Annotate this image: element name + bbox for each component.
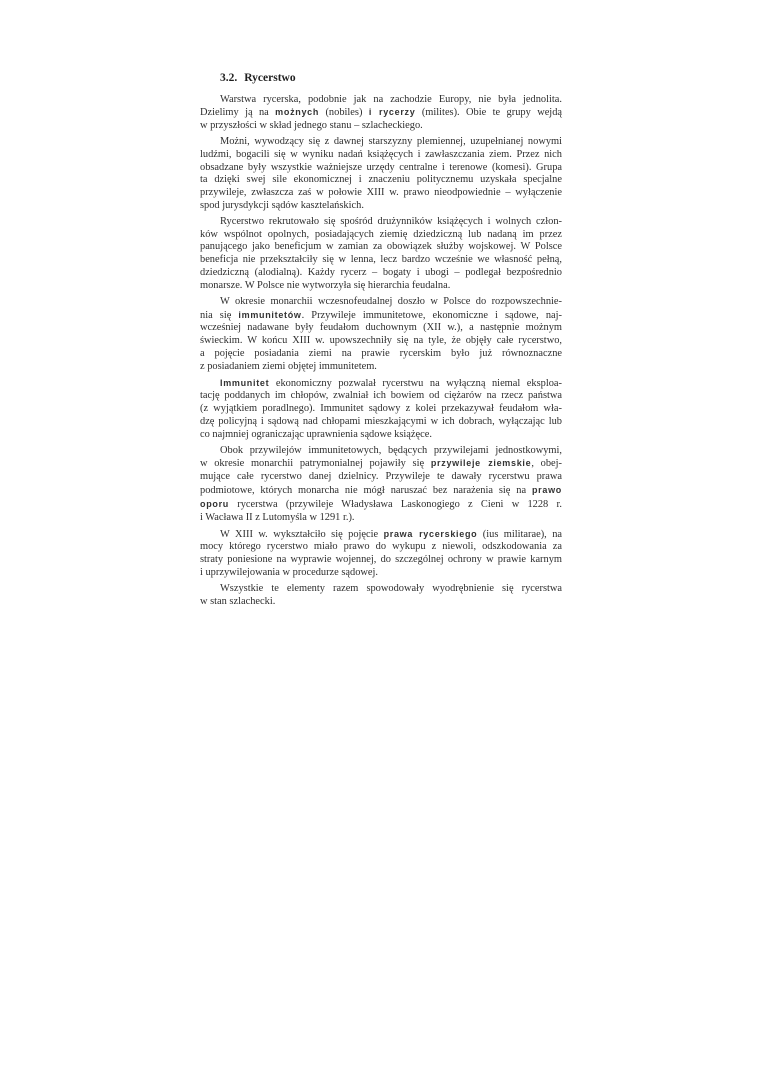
text-line: obsadzane były wszystkie ważniejsze urzędy centralne i terenowe (komesi). Grupa bbox=[200, 161, 562, 173]
text-line: z posiadaniem ziemi objętej immunitetem. bbox=[200, 361, 377, 373]
text-line: dziedziczną (alodialną). Każdy rycerz – bogaty i ubogi – podlegał bezpośrednio bbox=[200, 267, 562, 279]
text-line: w stan szlachecki. bbox=[200, 595, 276, 607]
text-line: panującego jako beneficjum w zamian za obowiązek służby wojskowej. W Polsce bbox=[200, 241, 562, 253]
text-segment: podmiotowe, których monarcha nie mógł naruszać bez narażenia się na bbox=[200, 485, 532, 497]
key-term: i rycerzy bbox=[368, 107, 416, 118]
text-line: Warstwa rycerska, podobnie jak na zachodzie Europy, nie była jednolita. bbox=[220, 93, 562, 105]
key-term: oporu bbox=[200, 499, 229, 510]
text-line bbox=[200, 457, 562, 471]
text-line: i Wacława II z Lutomyśla w 1291 r.). bbox=[200, 512, 355, 524]
paragraph bbox=[200, 216, 562, 293]
text-line: mujące całe rycerstwo danej dzielnicy. Przywileje te dawały rycerstwu prawa bbox=[200, 471, 562, 483]
text-line: wcześniej nadawane były feudałom duchownym (XII w.), a następnie możnym bbox=[200, 322, 562, 334]
text-line: spod jurysdykcji sądów kasztelańskich. bbox=[200, 200, 364, 212]
text-segment: . Przywileje immunitetowe, ekonomiczne i sądowe, naj- bbox=[301, 309, 563, 321]
text-line bbox=[200, 309, 562, 323]
paragraph bbox=[200, 296, 562, 374]
text-line bbox=[200, 484, 562, 498]
text-line bbox=[200, 528, 562, 542]
text-line: dzę policyjną i sądową nad chłopami mieszkającymi w ich dobrach, wyłączając lub bbox=[200, 416, 562, 428]
key-term: immunitetów bbox=[238, 309, 302, 320]
text-line: świeckim. W końcu XIII w. upowszechniły się na tyle, że objęły całe rycerstwo, bbox=[200, 335, 562, 347]
key-term: przywileje ziemskie bbox=[430, 458, 532, 469]
text-line: ta dzięki swej sile ekonomicznej i znaczeniu politycznemu uzyskała specjalne bbox=[200, 174, 562, 186]
text-line: w przyszłości w skład jednego stanu – szlacheckiego. bbox=[200, 120, 423, 132]
paragraph bbox=[200, 528, 562, 581]
text-segment: nia się bbox=[200, 309, 239, 321]
paragraph bbox=[200, 445, 562, 525]
text-segment: (milites). Obie te grupy wejdą bbox=[415, 107, 562, 119]
paragraph bbox=[200, 377, 562, 443]
text-segment: (ius militarae), na bbox=[477, 528, 563, 540]
text-line bbox=[200, 106, 562, 120]
paragraph bbox=[200, 136, 562, 213]
text-line: Rycerstwo rekrutowało się spośród drużynników książęcych i wolnych człon- bbox=[220, 215, 562, 227]
text-line bbox=[200, 498, 562, 512]
text-line: Obok przywilejów immunitetowych, będących przywilejami jednostkowymi, bbox=[220, 444, 562, 456]
text-segment: Dzielimy ją na bbox=[200, 107, 276, 119]
key-term: Immunitet bbox=[220, 377, 270, 388]
text-segment: w okresie monarchii patrymonialnej pojawiły się bbox=[200, 458, 431, 470]
text-segment: rycerstwa (przywileje Władysława Laskonogiego z Cieni w 1228 r. bbox=[229, 499, 562, 511]
text-line bbox=[200, 377, 562, 391]
text-line: (z wyjątkiem poradlnego). Immunitet sądowy z kolei przekazywał feudałom wła- bbox=[200, 403, 562, 415]
paragraph bbox=[200, 583, 562, 609]
text-line: ludźmi, bogacili się w wyniku nadań książęcych i zawłaszczania ziem. Przez nich bbox=[200, 148, 562, 160]
text-line: ków wspólnot opolnych, posiadających ziemię dziedziczną lub nadaną im przez bbox=[200, 228, 562, 240]
text-line: W okresie monarchii wczesnofeudalnej doszło w Polsce do rozpowszechnie- bbox=[220, 295, 562, 307]
text-segment: W XIII w. wykształciło się pojęcie bbox=[220, 528, 384, 540]
paragraph bbox=[200, 94, 562, 134]
key-term: prawa rycerskiego bbox=[383, 528, 478, 539]
key-term: prawo bbox=[531, 485, 562, 496]
key-term: możnych bbox=[275, 107, 320, 118]
text-line: beneficja nie przekształciły się w lenna, lecz bardzo wcześnie we własność pełną, bbox=[200, 254, 562, 266]
text-segment: , obej- bbox=[531, 458, 563, 470]
section-heading bbox=[220, 71, 296, 85]
text-line: tację poddanych im chłopów, zwalniał ich bowiem od ciężarów na rzecz państwa bbox=[200, 390, 562, 402]
text-line: co najmniej ograniczając uprawnienia sądowe książęce. bbox=[200, 429, 432, 441]
text-segment: (nobiles) bbox=[319, 107, 369, 119]
text-line: przywileje, zwłaszcza zaś w połowie XIII w. prawo nieodpowiednie – wyłączenie bbox=[200, 187, 562, 199]
text-line: monarsze. W Polsce nie wytworzyła się hierarchia feudalna. bbox=[200, 280, 451, 292]
section-number: 3.2. bbox=[220, 72, 238, 84]
text-line: mocy którego rycerstwo miało prawo do wykupu z niewoli, odszkodowania za bbox=[200, 541, 562, 553]
text-line: Wszystkie te elementy razem spowodowały wyodrębnienie się rycerstwa bbox=[220, 582, 562, 594]
section-body bbox=[200, 94, 562, 609]
section-title: Rycerstwo bbox=[244, 72, 296, 84]
text-line: i uprzywilejowania w procedurze sądowej. bbox=[200, 567, 379, 579]
text-line: straty poniesione na wyprawie wojennej, do szczególnej ochrony w prawie karnym bbox=[200, 554, 562, 566]
text-line: Możni, wywodzący się z dawnej starszyzny plemiennej, uzupełnianej nowymi bbox=[220, 135, 562, 147]
text-line: a pojęcie posiadania ziemi na prawie rycerskim było już równoznaczne bbox=[200, 348, 562, 360]
text-segment: ekonomiczny pozwalał rycerstwu na wyłączną niemal eksploa- bbox=[269, 377, 562, 389]
